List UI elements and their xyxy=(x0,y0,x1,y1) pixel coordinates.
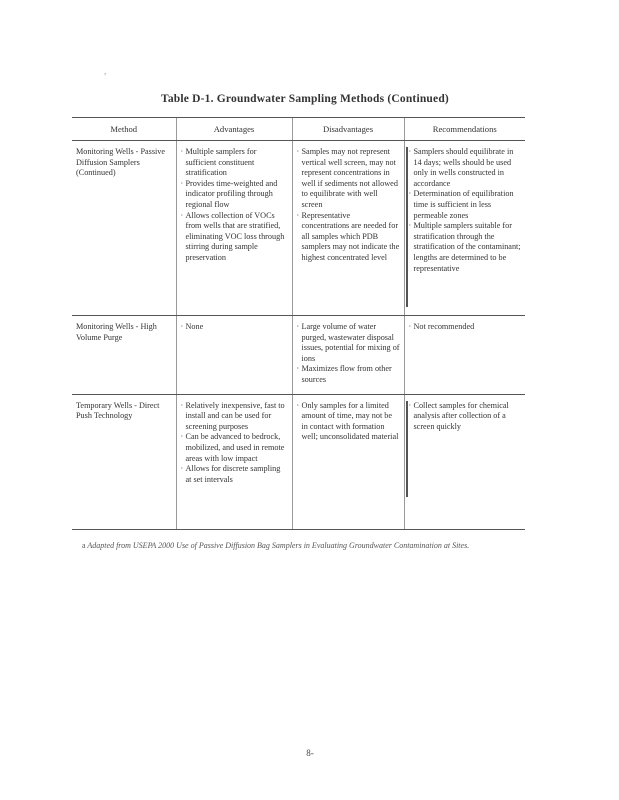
list-item: · Allows collection of VOCs from wells that are stratified, eliminating VOC loss through stirring during sample preservation xyxy=(181,211,288,264)
list-item: · Provides time-weighted and indicator profiling through regional flow xyxy=(181,179,288,211)
disadvantages-cell xyxy=(292,141,404,316)
method-cell: Monitoring Wells - High Volume Purge xyxy=(72,316,176,395)
revision-bar xyxy=(406,401,408,497)
list-item: · Allows for discrete sampling at set intervals xyxy=(181,464,288,485)
table-row xyxy=(72,141,525,316)
list-item: · Multiple samplers suitable for stratification through the stratification of the contaminant; lengths are determined to be representative xyxy=(409,221,522,274)
list-item: · Representative concentrations are needed for all samples which PDB samplers may not indicate the highest concentrated level xyxy=(297,211,400,264)
recommendations-cell xyxy=(404,141,525,316)
header-recommendations: Recommendations xyxy=(404,118,525,141)
list-item: · Determination of equilibration time is sufficient in less permeable zones xyxy=(409,189,522,221)
method-cell: Monitoring Wells - Passive Diffusion Samplers (Continued) xyxy=(72,141,176,316)
advantages-cell xyxy=(176,141,292,316)
list-item: · Can be advanced to bedrock, mobilized, and used in remote areas with low impact xyxy=(181,432,288,464)
list-item: · Large volume of water purged, wastewater disposal issues, potential for mixing of ions xyxy=(297,322,400,364)
header-advantages: Advantages xyxy=(176,118,292,141)
disadvantages-cell xyxy=(292,316,404,395)
footnote-text: Adapted from USEPA 2000 Use of Passive Diffusion Bag Samplers in Evaluating Groundwater Contamination at Sites. xyxy=(87,541,470,550)
table-footnote xyxy=(82,540,522,551)
list-item: · Samplers should equilibrate in 14 days; wells should be used only in wells constructed in accordance xyxy=(409,147,522,189)
header-mark: , xyxy=(104,66,107,76)
list-item: · None xyxy=(181,322,288,333)
disadvantages-cell xyxy=(292,394,404,529)
advantages-cell xyxy=(176,316,292,395)
header-disadvantages: Disadvantages xyxy=(292,118,404,141)
table-header-row xyxy=(72,118,525,141)
table-title: Table D-1. Groundwater Sampling Methods (Continued) xyxy=(161,93,449,105)
list-item: · Multiple samplers for sufficient constituent stratification xyxy=(181,147,288,179)
list-item: · Not recommended xyxy=(409,322,522,333)
page-number: 8- xyxy=(306,748,314,758)
list-item: · Relatively inexpensive, fast to install and can be used for screening purposes xyxy=(181,401,288,433)
method-cell: Temporary Wells - Direct Push Technology xyxy=(72,394,176,529)
table-row xyxy=(72,316,525,395)
list-item: · Samples may not represent vertical well screen, may not represent concentrations in well if sediments not allowed to equilibrate with well screen xyxy=(297,147,400,211)
list-item: · Only samples for a limited amount of time, may not be in contact with formation well; unconsolidated material xyxy=(297,401,400,443)
header-method: Method xyxy=(72,118,176,141)
sampling-methods-table xyxy=(72,117,525,530)
advantages-cell xyxy=(176,394,292,529)
footnote-marker: a xyxy=(82,541,86,550)
revision-bar xyxy=(406,147,408,307)
table-row xyxy=(72,394,525,529)
list-item: · Collect samples for chemical analysis after collection of a screen quickly xyxy=(409,401,522,433)
list-item: · Maximizes flow from other sources xyxy=(297,364,400,385)
recommendations-cell xyxy=(404,316,525,395)
recommendations-cell xyxy=(404,394,525,529)
